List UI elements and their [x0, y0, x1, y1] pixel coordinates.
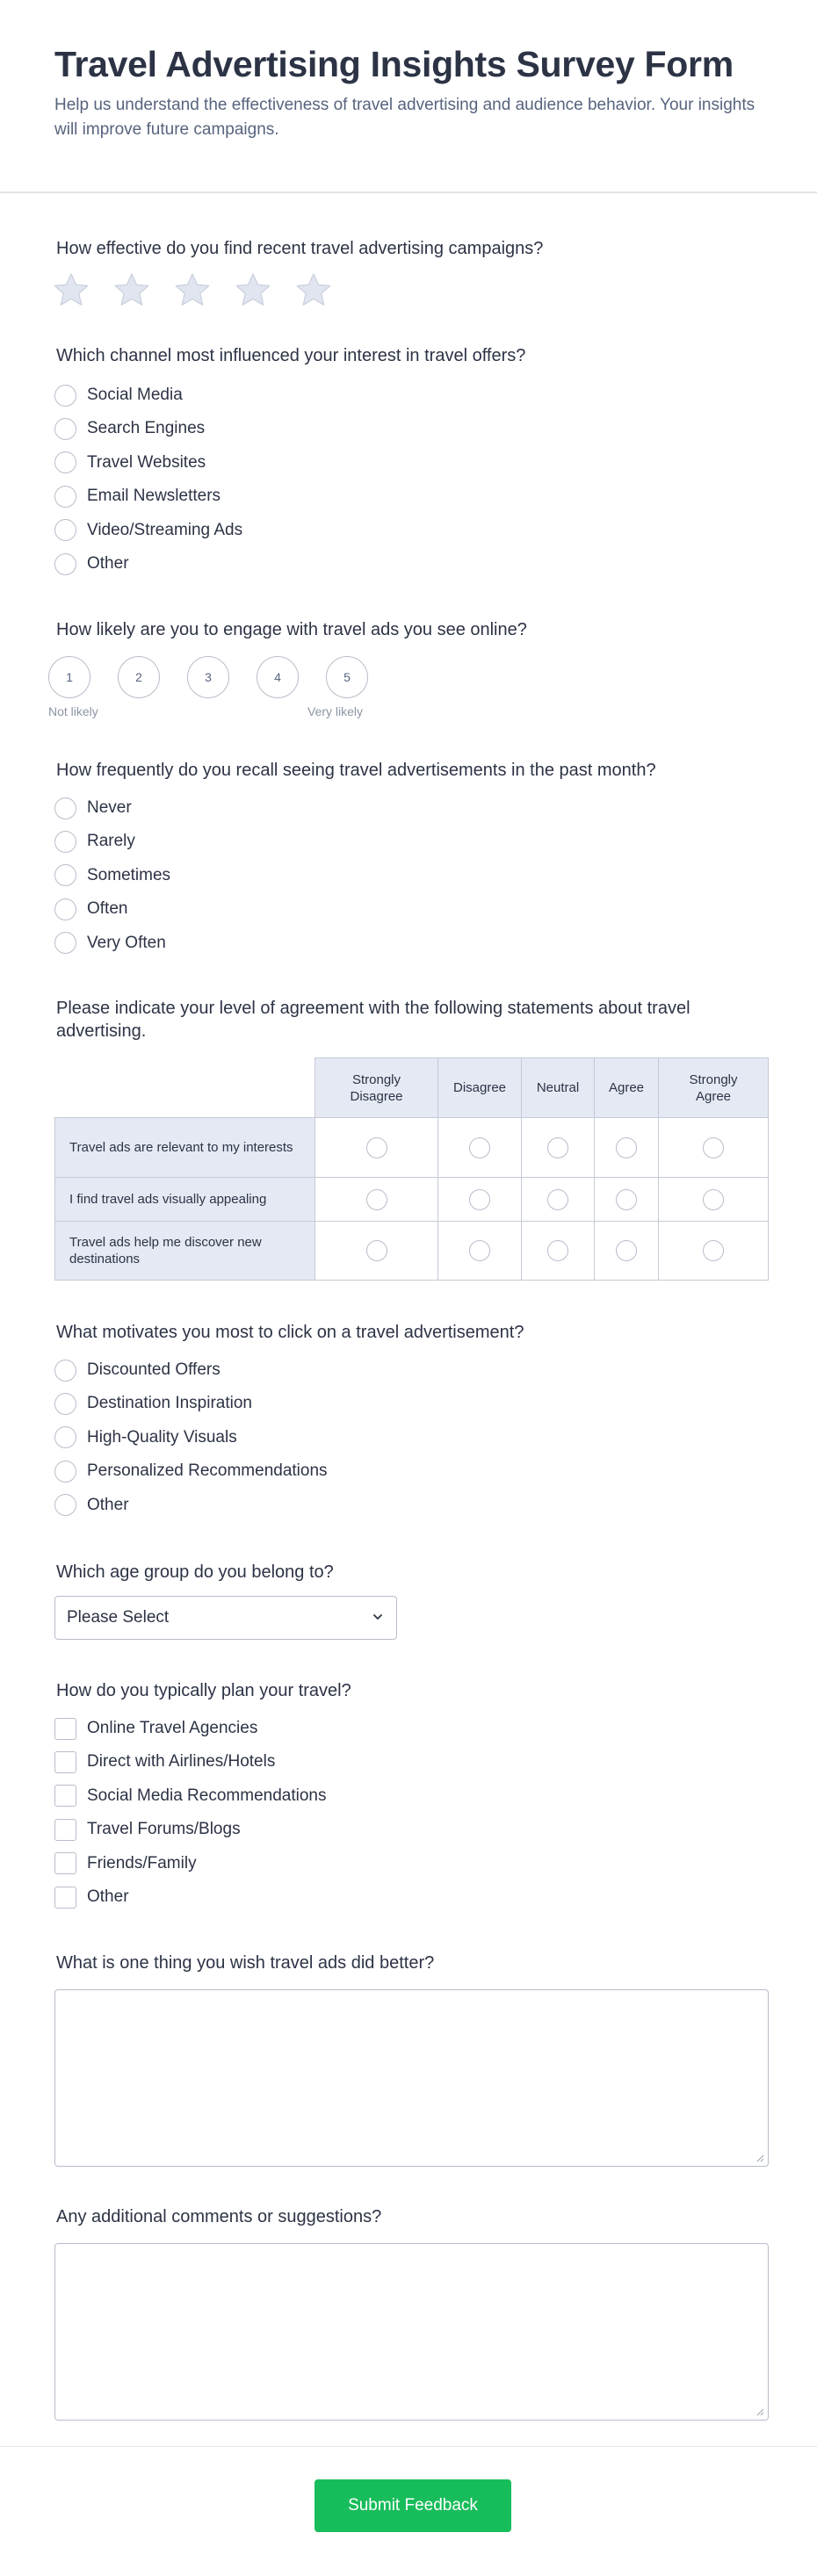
- radio-button[interactable]: [54, 797, 76, 819]
- motivation-option[interactable]: [54, 1391, 252, 1416]
- form-header: [0, 0, 817, 193]
- channel-option[interactable]: [54, 552, 129, 576]
- radio-button[interactable]: [54, 553, 76, 575]
- checkbox[interactable]: [54, 1751, 76, 1773]
- matrix-cell: [594, 1221, 658, 1281]
- question-age-group: Which age group do you belong to?: [56, 1562, 334, 1582]
- scale-option-5[interactable]: 5: [326, 656, 368, 698]
- radio-button[interactable]: [54, 385, 76, 407]
- matrix-radio-button[interactable]: [366, 1240, 387, 1261]
- option-label: Personalized Recommendations: [87, 1461, 328, 1481]
- matrix-column-header: Agree: [594, 1057, 658, 1117]
- agreement-matrix: [54, 1057, 769, 1281]
- age-group-selected-value: Please Select: [67, 1608, 170, 1627]
- matrix-cell: [437, 1117, 521, 1177]
- checkbox[interactable]: [54, 1852, 76, 1874]
- option-label: Other: [87, 554, 129, 573]
- radio-button[interactable]: [54, 1494, 76, 1516]
- channel-option[interactable]: [54, 416, 205, 441]
- option-label: Destination Inspiration: [87, 1394, 252, 1413]
- matrix-radio-button[interactable]: [366, 1189, 387, 1210]
- radio-button[interactable]: [54, 1360, 76, 1382]
- matrix-radio-button[interactable]: [703, 1240, 724, 1261]
- resize-grip-icon[interactable]: [756, 2407, 764, 2416]
- matrix-cell: [315, 1117, 437, 1177]
- matrix-column-header: Strongly Agree: [658, 1057, 769, 1117]
- radio-button[interactable]: [54, 486, 76, 508]
- option-label: Online Travel Agencies: [87, 1719, 258, 1737]
- star-icon[interactable]: [174, 272, 211, 307]
- matrix-column-header: Disagree: [437, 1057, 521, 1117]
- question-influencing-channel: Which channel most influenced your interest in travel offers?: [56, 346, 526, 365]
- option-label: Direct with Airlines/Hotels: [87, 1752, 276, 1771]
- planning-option[interactable]: [54, 1716, 257, 1741]
- footer-divider: [0, 2446, 817, 2447]
- matrix-row-label: Travel ads are relevant to my interests: [54, 1117, 315, 1177]
- matrix-radio-button[interactable]: [703, 1137, 724, 1158]
- matrix-row-label: I find travel ads visually appealing: [54, 1177, 315, 1221]
- matrix-column-header: Neutral: [521, 1057, 594, 1117]
- form-title: Travel Advertising Insights Survey Form: [54, 44, 734, 84]
- scale-option-2[interactable]: 2: [118, 656, 160, 698]
- option-label: High-Quality Visuals: [87, 1427, 237, 1447]
- radio-button[interactable]: [54, 898, 76, 920]
- option-label: Social Media Recommendations: [87, 1786, 327, 1805]
- frequency-option[interactable]: [54, 796, 132, 820]
- checkbox[interactable]: [54, 1718, 76, 1740]
- question-recall-frequency: How frequently do you recall seeing travel advertisements in the past month?: [56, 761, 656, 780]
- frequency-option[interactable]: [54, 863, 170, 888]
- planning-option[interactable]: [54, 1750, 275, 1774]
- star-icon[interactable]: [235, 272, 271, 307]
- channel-option[interactable]: [54, 518, 242, 543]
- option-label: Friends/Family: [87, 1853, 197, 1872]
- scale-max-caption: Very likely: [307, 704, 364, 718]
- matrix-cell: [315, 1221, 437, 1281]
- matrix-radio-button[interactable]: [616, 1137, 637, 1158]
- planning-option[interactable]: [54, 1851, 197, 1876]
- checkbox[interactable]: [54, 1887, 76, 1909]
- planning-option[interactable]: [54, 1817, 241, 1842]
- option-label: Travel Forums/Blogs: [87, 1820, 241, 1839]
- matrix-corner: [54, 1057, 315, 1117]
- frequency-option[interactable]: [54, 897, 127, 921]
- radio-button[interactable]: [54, 418, 76, 440]
- option-label: Social Media: [87, 386, 183, 404]
- planning-option[interactable]: [54, 1885, 129, 1909]
- motivation-option[interactable]: [54, 1459, 328, 1483]
- motivation-option[interactable]: [54, 1358, 221, 1382]
- question-travel-planning: How do you typically plan your travel?: [56, 1681, 351, 1700]
- resize-grip-icon[interactable]: [756, 2154, 764, 2162]
- star-icon[interactable]: [53, 272, 90, 307]
- chevron-down-icon: [372, 1611, 384, 1623]
- question-engagement-likelihood: How likely are you to engage with travel ads you see online?: [56, 620, 527, 639]
- matrix-cell: [437, 1177, 521, 1221]
- radio-button[interactable]: [54, 1393, 76, 1415]
- frequency-option[interactable]: [54, 931, 166, 956]
- channel-option[interactable]: [54, 383, 183, 408]
- matrix-radio-button[interactable]: [547, 1189, 568, 1210]
- additional-comments-textarea[interactable]: [54, 2243, 769, 2421]
- matrix-row-label: Travel ads help me discover new destinations: [54, 1221, 315, 1281]
- radio-button[interactable]: [54, 1426, 76, 1448]
- ad-improvement-textarea[interactable]: [54, 1989, 769, 2167]
- option-label: Very Often: [87, 933, 166, 952]
- option-label: Travel Websites: [87, 452, 206, 472]
- radio-button[interactable]: [54, 1461, 76, 1483]
- matrix-column-header: Strongly Disagree: [315, 1057, 437, 1117]
- radio-button[interactable]: [54, 519, 76, 541]
- radio-button[interactable]: [54, 831, 76, 853]
- matrix-cell: [658, 1117, 769, 1177]
- matrix-cell: [521, 1177, 594, 1221]
- checkbox[interactable]: [54, 1785, 76, 1807]
- matrix-radio-button[interactable]: [616, 1189, 637, 1210]
- option-label: Often: [87, 899, 128, 919]
- scale-min-caption: Not likely: [48, 704, 98, 718]
- question-click-motivation: What motivates you most to click on a travel advertisement?: [56, 1323, 524, 1342]
- matrix-cell: [658, 1177, 769, 1221]
- matrix-cell: [315, 1177, 437, 1221]
- matrix-radio-button[interactable]: [469, 1240, 490, 1261]
- option-label: Discounted Offers: [87, 1360, 221, 1379]
- option-label: Never: [87, 798, 132, 817]
- age-group-select[interactable]: [54, 1596, 397, 1640]
- channel-option[interactable]: [54, 484, 221, 509]
- matrix-radio-button[interactable]: [547, 1137, 568, 1158]
- option-label: Rarely: [87, 832, 135, 851]
- planning-option[interactable]: [54, 1784, 326, 1808]
- scale-option-1[interactable]: 1: [48, 656, 90, 698]
- radio-button[interactable]: [54, 864, 76, 886]
- form-subtitle: Help us understand the effectiveness of travel advertising and audience behavior. Your insights will improve future campaigns.: [54, 96, 756, 139]
- matrix-cell: [521, 1117, 594, 1177]
- option-label: Video/Streaming Ads: [87, 520, 243, 539]
- scale-option-3[interactable]: 3: [187, 656, 229, 698]
- submit-button[interactable]: Submit Feedback: [315, 2479, 511, 2532]
- matrix-row: [54, 1221, 769, 1281]
- matrix-radio-button[interactable]: [547, 1240, 568, 1261]
- motivation-option[interactable]: [54, 1425, 237, 1450]
- matrix-radio-button[interactable]: [469, 1189, 490, 1210]
- question-additional-comments: Any additional comments or suggestions?: [56, 2207, 382, 2226]
- matrix-cell: [658, 1221, 769, 1281]
- option-label: Other: [87, 1495, 129, 1514]
- checkbox[interactable]: [54, 1819, 76, 1841]
- matrix-row: [54, 1117, 769, 1177]
- matrix-cell: [521, 1221, 594, 1281]
- option-label: Search Engines: [87, 419, 206, 438]
- question-ad-improvement: What is one thing you wish travel ads did better?: [56, 1953, 435, 1973]
- matrix-radio-button[interactable]: [703, 1189, 724, 1210]
- radio-button[interactable]: [54, 451, 76, 473]
- matrix-radio-button[interactable]: [469, 1137, 490, 1158]
- channel-option[interactable]: [54, 451, 206, 475]
- star-icon[interactable]: [295, 272, 332, 307]
- option-label: Email Newsletters: [87, 487, 221, 506]
- option-label: Other: [87, 1887, 129, 1906]
- star-icon[interactable]: [113, 272, 150, 307]
- matrix-radio-button[interactable]: [366, 1137, 387, 1158]
- question-agreement-matrix: Please indicate your level of agreement with the following statements about travel advertising.: [56, 999, 690, 1041]
- scale-option-4[interactable]: 4: [257, 656, 299, 698]
- frequency-option[interactable]: [54, 829, 135, 854]
- matrix-row: [54, 1177, 769, 1221]
- option-label: Sometimes: [87, 865, 171, 884]
- matrix-cell: [437, 1221, 521, 1281]
- question-ad-effectiveness: How effective do you find recent travel advertising campaigns?: [56, 239, 544, 258]
- matrix-radio-button[interactable]: [616, 1240, 637, 1261]
- radio-button[interactable]: [54, 932, 76, 954]
- matrix-cell: [594, 1117, 658, 1177]
- matrix-cell: [594, 1177, 658, 1221]
- motivation-option[interactable]: [54, 1493, 129, 1518]
